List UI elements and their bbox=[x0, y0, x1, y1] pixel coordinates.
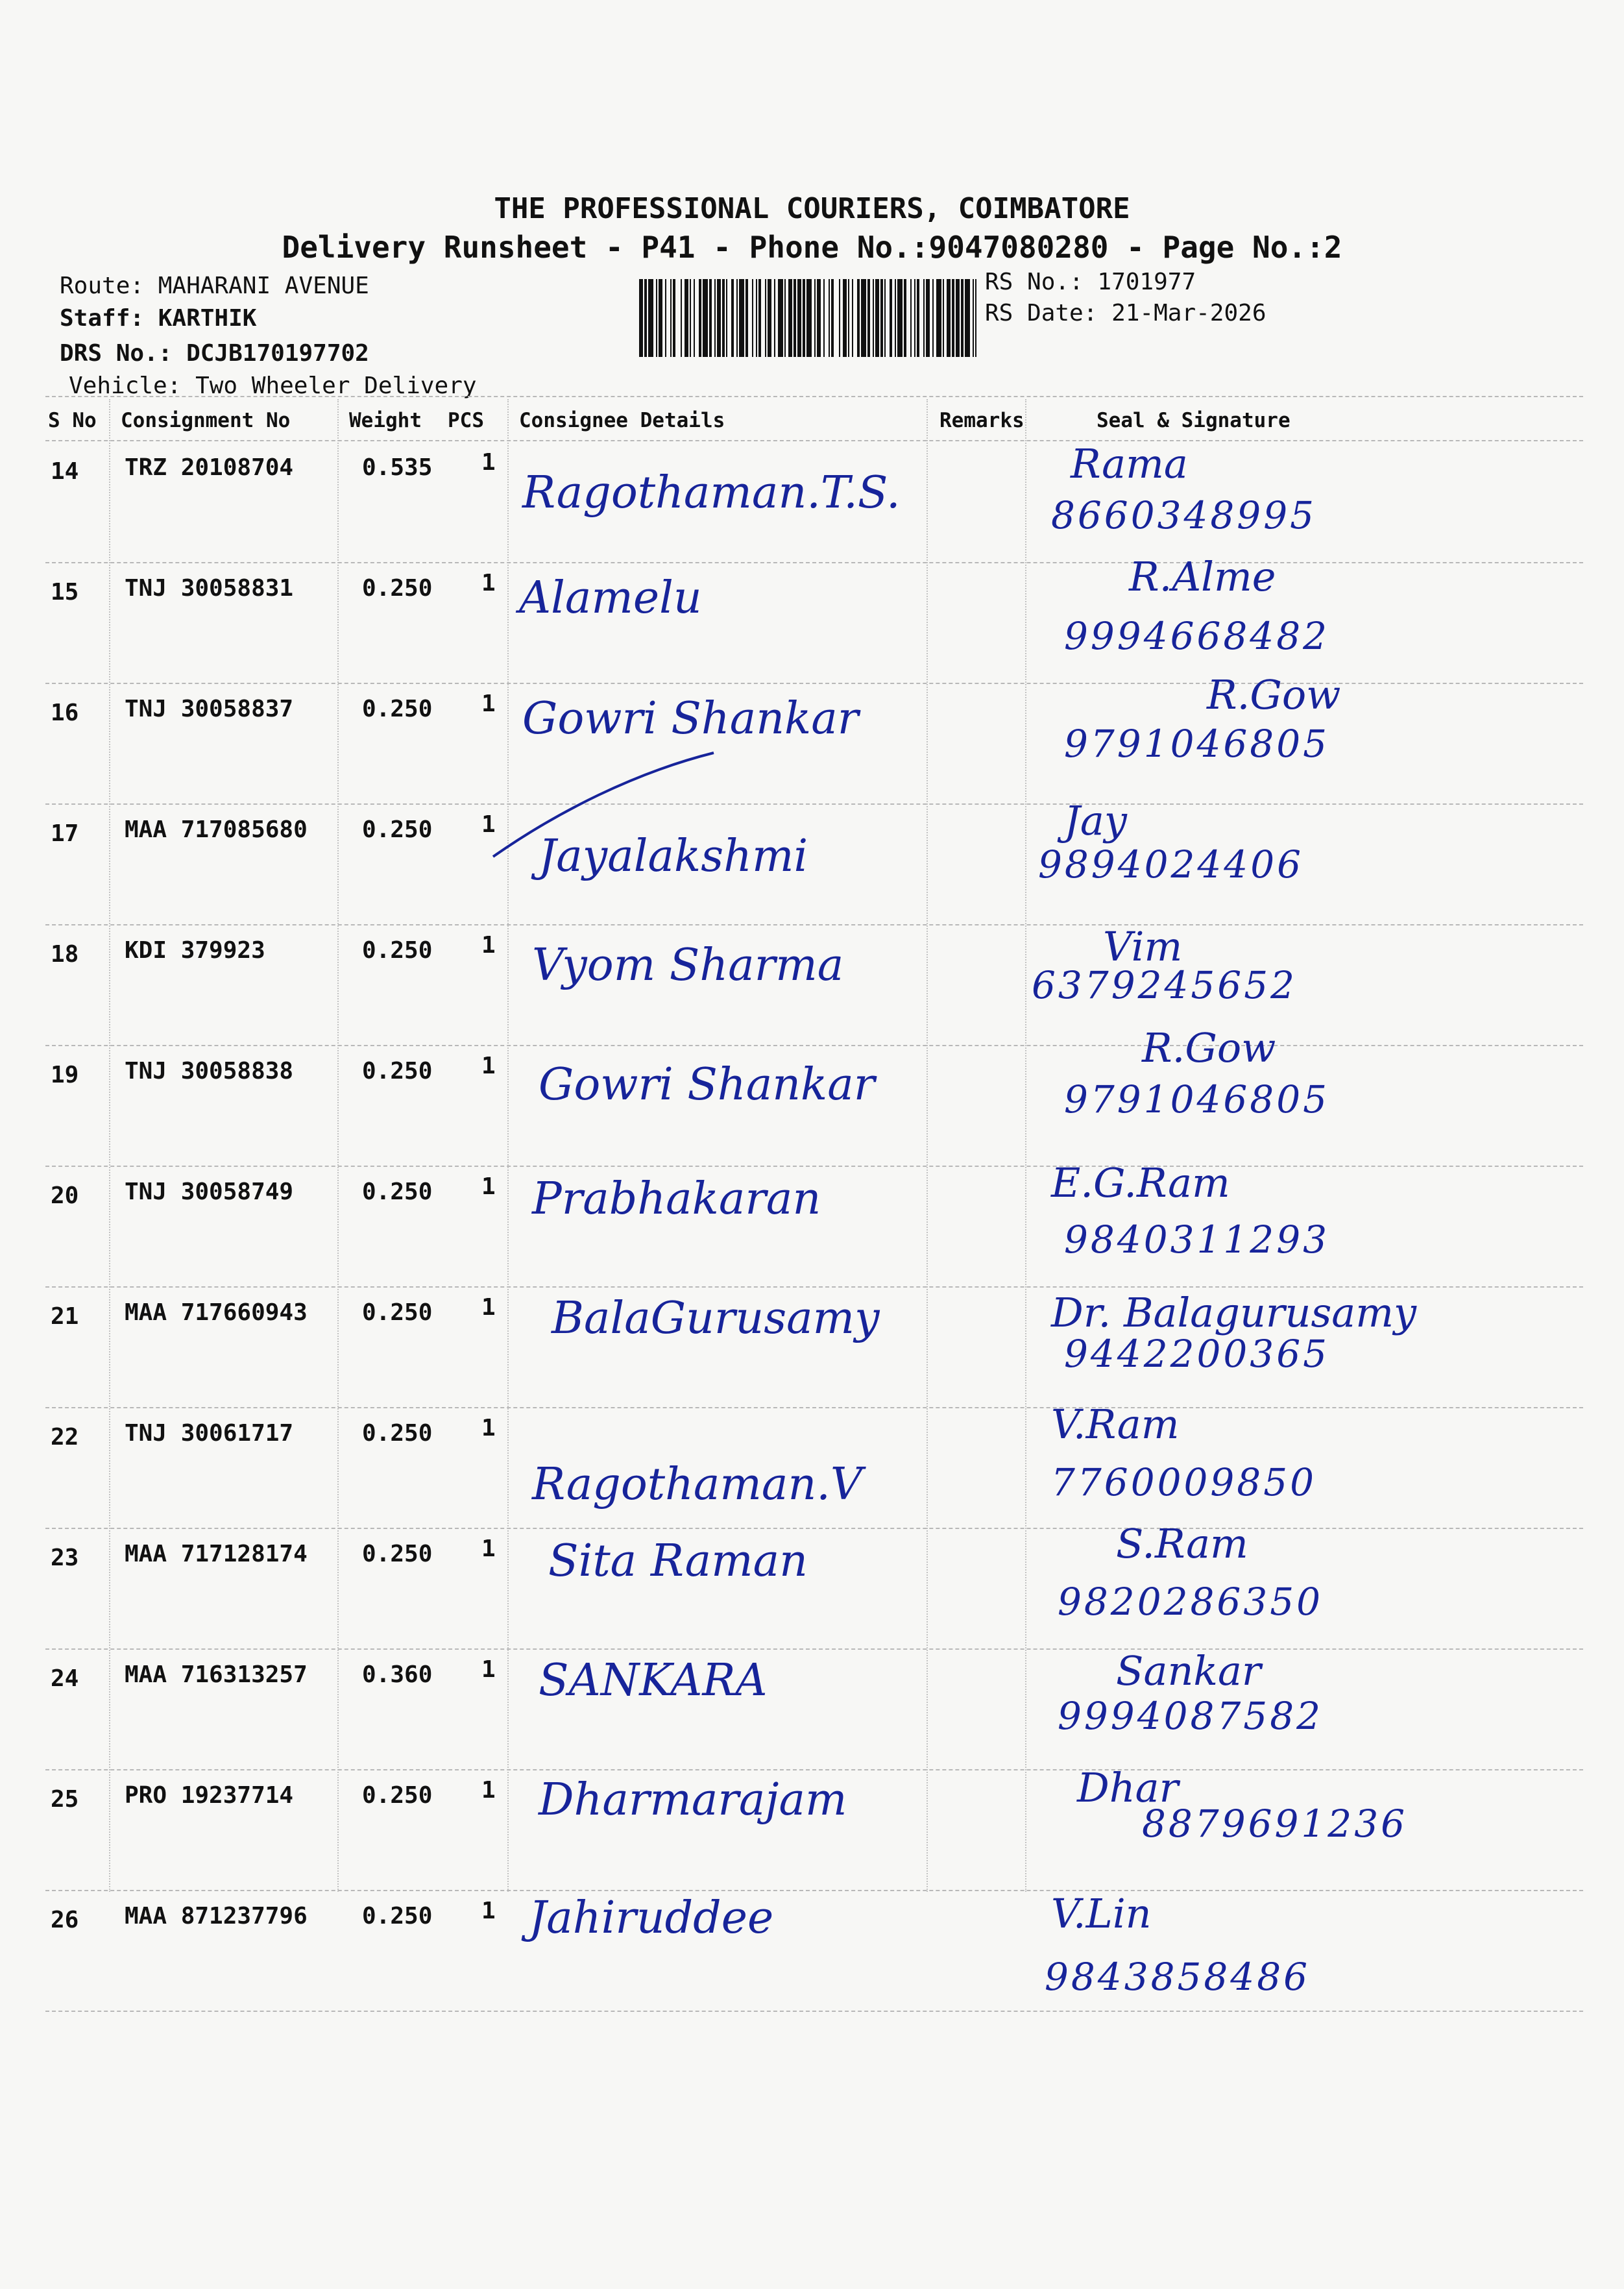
row-consignment-no: MAA 717128174 bbox=[125, 1541, 308, 1567]
row-sno: 24 bbox=[51, 1665, 79, 1692]
row-phone-handwritten: 9840311293 bbox=[1064, 1218, 1330, 1262]
row-pcs: 1 bbox=[481, 1415, 496, 1441]
row-consignee-handwritten: Vyom Sharma bbox=[532, 940, 844, 991]
row-consignee-handwritten: Prabhakaran bbox=[532, 1173, 821, 1225]
row-consignee-handwritten: Jahiruddee bbox=[529, 1892, 774, 1944]
row-sno: 23 bbox=[51, 1545, 79, 1571]
row-weight: 0.250 bbox=[362, 1420, 433, 1447]
row-consignment-no: MAA 717085680 bbox=[125, 816, 308, 843]
col-consignment: Consignment No bbox=[121, 409, 291, 432]
row-phone-handwritten: 9994668482 bbox=[1064, 614, 1330, 658]
row-consignment-no: TNJ 30058749 bbox=[125, 1179, 294, 1205]
row-signature: Dhar bbox=[1077, 1764, 1179, 1811]
row-phone-handwritten: 9791046805 bbox=[1064, 1077, 1330, 1121]
row-weight: 0.250 bbox=[362, 696, 433, 722]
row-weight: 0.250 bbox=[362, 816, 433, 843]
row-pcs: 1 bbox=[481, 1294, 496, 1321]
row-phone-handwritten: 9994087582 bbox=[1058, 1694, 1324, 1738]
row-phone-handwritten: 8879691236 bbox=[1142, 1802, 1408, 1846]
row-phone-handwritten: 9894024406 bbox=[1038, 842, 1304, 887]
row-pcs: 1 bbox=[481, 691, 496, 717]
row-phone-handwritten: 9820286350 bbox=[1058, 1580, 1324, 1624]
row-signature: R.Gow bbox=[1207, 671, 1341, 718]
col-remarks: Remarks bbox=[939, 409, 1024, 432]
row-consignee-handwritten: Gowri Shankar bbox=[522, 693, 859, 744]
row-phone-handwritten: 8660348995 bbox=[1051, 493, 1317, 537]
col-weight: Weight bbox=[349, 409, 422, 432]
row-pcs: 1 bbox=[481, 1173, 496, 1200]
col-pcs: PCS bbox=[448, 409, 484, 432]
row-sno: 17 bbox=[51, 820, 79, 847]
row-weight: 0.250 bbox=[362, 1903, 433, 1929]
row-signature: Vim bbox=[1103, 923, 1183, 970]
row-sno: 19 bbox=[51, 1062, 79, 1088]
row-consignee-handwritten: Jayalakshmi bbox=[539, 831, 808, 882]
row-consignment-no: TRZ 20108704 bbox=[125, 454, 294, 481]
row-phone-handwritten: 6379245652 bbox=[1032, 963, 1298, 1007]
row-consignment-no: MAA 717660943 bbox=[125, 1299, 308, 1326]
row-sno: 15 bbox=[51, 579, 79, 606]
row-weight: 0.360 bbox=[362, 1661, 433, 1688]
row-sno: 14 bbox=[51, 458, 79, 485]
row-consignment-no: TNJ 30058838 bbox=[125, 1058, 294, 1084]
company-title: THE PROFESSIONAL COURIERS, COIMBATORE bbox=[494, 192, 1130, 225]
row-pcs: 1 bbox=[481, 1536, 496, 1562]
staff-label: Staff: bbox=[60, 305, 145, 332]
row-signature: Rama bbox=[1071, 440, 1188, 487]
row-pcs: 1 bbox=[481, 811, 496, 838]
row-signature: V.Ram bbox=[1051, 1401, 1180, 1448]
vehicle-value: Two Wheeler Delivery bbox=[195, 373, 477, 399]
row-signature: E.G.Ram bbox=[1051, 1159, 1230, 1206]
row-sno: 21 bbox=[51, 1303, 79, 1330]
row-signature: S.Ram bbox=[1116, 1520, 1248, 1567]
row-pcs: 1 bbox=[481, 449, 496, 476]
col-seal: Seal & Signature bbox=[1097, 409, 1291, 432]
drs-label: DRS No.: bbox=[60, 340, 173, 367]
row-pcs: 1 bbox=[481, 1656, 496, 1683]
rs-date-value: 21-Mar-2026 bbox=[1111, 300, 1266, 326]
row-consignment-no: TNJ 30058837 bbox=[125, 696, 294, 722]
row-consignee-handwritten: Ragothaman.V bbox=[532, 1459, 862, 1510]
row-signature: V.Lin bbox=[1051, 1890, 1152, 1937]
row-consignment-no: PRO 19237714 bbox=[125, 1782, 294, 1809]
row-pcs: 1 bbox=[481, 1898, 496, 1924]
row-consignee-handwritten: Ragothaman.T.S. bbox=[522, 467, 901, 519]
row-sno: 26 bbox=[51, 1907, 79, 1933]
col-consignee: Consignee Details bbox=[519, 409, 725, 432]
row-sno: 16 bbox=[51, 700, 79, 726]
row-weight: 0.250 bbox=[362, 1179, 433, 1205]
row-weight: 0.250 bbox=[362, 575, 433, 602]
row-consignee-handwritten: BalaGurusamy bbox=[551, 1293, 880, 1344]
row-weight: 0.250 bbox=[362, 1299, 433, 1326]
row-phone-handwritten: 9442200365 bbox=[1064, 1332, 1330, 1376]
row-weight: 0.250 bbox=[362, 1782, 433, 1809]
row-sno: 20 bbox=[51, 1182, 79, 1209]
row-signature: R.Alme bbox=[1129, 553, 1276, 600]
row-consignee-handwritten: Gowri Shankar bbox=[539, 1059, 875, 1110]
row-weight: 0.535 bbox=[362, 454, 433, 481]
rs-no-label: RS No.: bbox=[985, 269, 1084, 295]
row-consignment-no: TNJ 30058831 bbox=[125, 575, 294, 602]
col-sno: S No bbox=[48, 409, 97, 432]
runsheet-subtitle: Delivery Runsheet - P41 - Phone No.:9047080280 - Page No.:2 bbox=[282, 230, 1342, 265]
row-pcs: 1 bbox=[481, 1053, 496, 1079]
row-consignment-no: TNJ 30061717 bbox=[125, 1420, 294, 1447]
rs-date-label: RS Date: bbox=[985, 300, 1098, 326]
row-weight: 0.250 bbox=[362, 1541, 433, 1567]
row-pcs: 1 bbox=[481, 1777, 496, 1804]
row-consignee-handwritten: Dharmarajam bbox=[539, 1774, 847, 1826]
row-signature: R.Gow bbox=[1142, 1024, 1276, 1071]
row-signature: Dr. Balagurusamy bbox=[1051, 1289, 1417, 1336]
row-consignment-no: MAA 716313257 bbox=[125, 1661, 308, 1688]
route-label: Route: bbox=[60, 273, 145, 299]
drs-value: DCJB170197702 bbox=[186, 340, 369, 367]
row-sno: 18 bbox=[51, 941, 79, 968]
route-value: MAHARANI AVENUE bbox=[158, 273, 369, 299]
row-phone-handwritten: 7760009850 bbox=[1051, 1460, 1317, 1504]
vehicle-label: Vehicle: bbox=[69, 373, 182, 399]
row-pcs: 1 bbox=[481, 932, 496, 959]
row-sno: 22 bbox=[51, 1424, 79, 1451]
row-consignee-handwritten: Alamelu bbox=[519, 572, 702, 624]
row-weight: 0.250 bbox=[362, 1058, 433, 1084]
row-signature: Jay bbox=[1064, 797, 1127, 844]
row-phone-handwritten: 9843858486 bbox=[1045, 1955, 1311, 1999]
row-pcs: 1 bbox=[481, 570, 496, 596]
staff-value: KARTHIK bbox=[158, 305, 257, 332]
row-consignee-handwritten: Sita Raman bbox=[548, 1536, 808, 1587]
row-phone-handwritten: 9791046805 bbox=[1064, 722, 1330, 766]
row-consignment-no: KDI 379923 bbox=[125, 937, 265, 964]
row-signature: Sankar bbox=[1116, 1647, 1261, 1695]
rs-no-value: 1701977 bbox=[1097, 269, 1196, 295]
row-weight: 0.250 bbox=[362, 937, 433, 964]
row-consignment-no: MAA 871237796 bbox=[125, 1903, 308, 1929]
row-sno: 25 bbox=[51, 1786, 79, 1813]
row-consignee-handwritten: SANKARA bbox=[539, 1655, 768, 1706]
